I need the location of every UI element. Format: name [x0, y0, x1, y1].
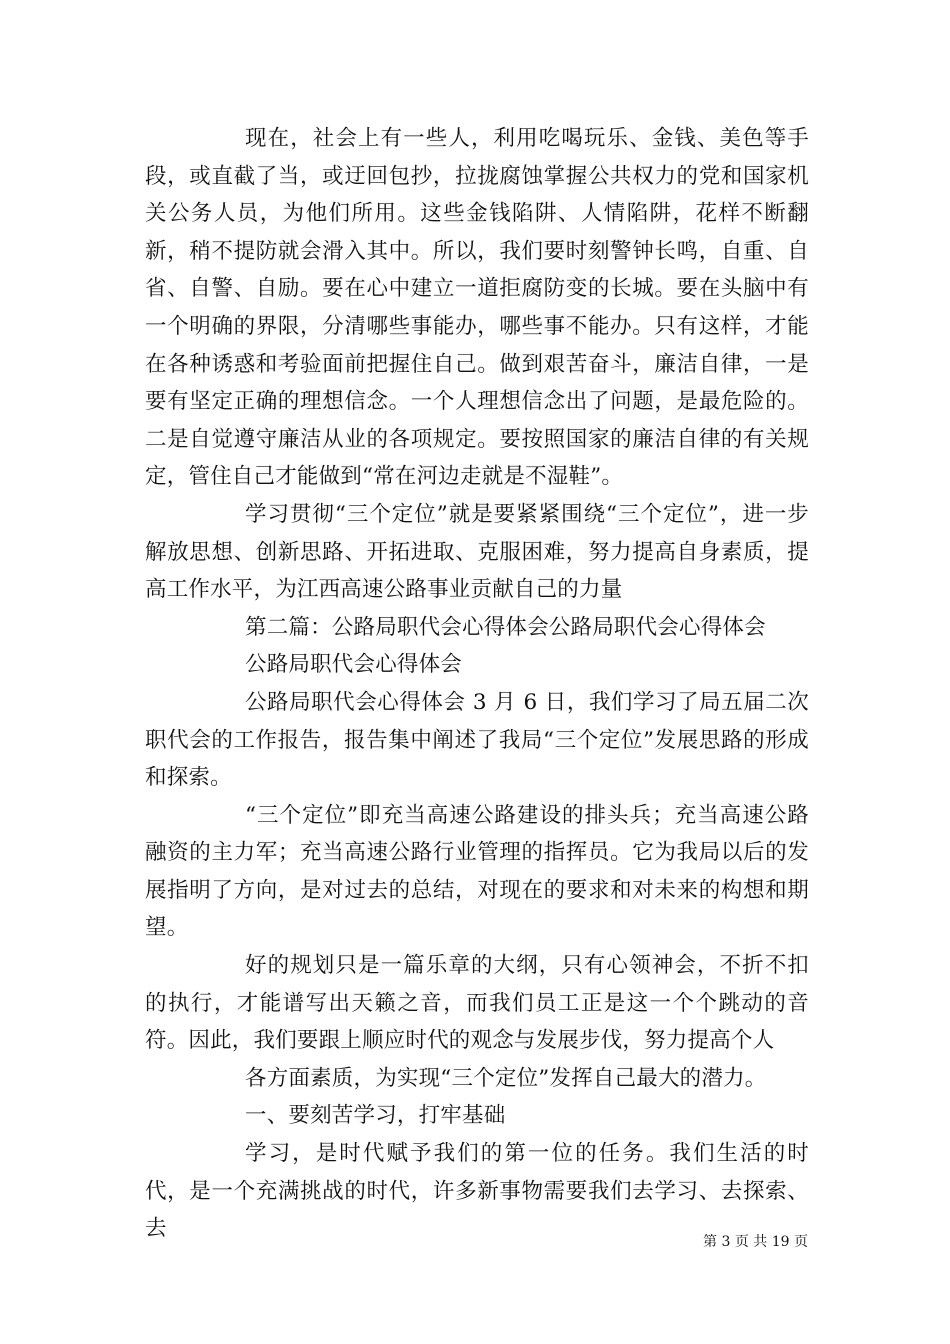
paragraph-meeting-report: 公路局职代会心得体会 3 月 6 日，我们学习了局五届二次职代会的工作报告，报告集中阐述了我局“三个定位”发展思路的形成和探索。 — [145, 689, 809, 791]
paragraph-three-positions: 学习贯彻“三个定位”就是要紧紧围绕“三个定位”，进一步解放思想、创新思路、开拓进取、克服困难，努力提高自身素质，提高工作水平，为江西高速公路事业贡献自己的力量 — [145, 501, 809, 603]
section-heading-part-two: 第二篇：公路局职代会心得体会公路局职代会心得体会 — [245, 614, 766, 640]
page-number-footer: 第 3 页 共 19 页 — [703, 1234, 808, 1250]
article-title: 公路局职代会心得体会 — [245, 652, 463, 678]
paragraph-planning-continued: 各方面素质，为实现“三个定位”发挥自己最大的潜力。 — [245, 1065, 767, 1091]
paragraph-planning: 好的规划只是一篇乐章的大纲，只有心领神会，不折不扣的执行，才能谱写出天籁之音，而我们员工正是这一个个跳动的音符。因此，我们要跟上顺应时代的观念与发展步伐，努力提高个人 — [145, 953, 809, 1054]
paragraph-integrity: 现在，社会上有一些人，利用吃喝玩乐、金钱、美色等手段，或直截了当，或迂回包抄，拉拢腐蚀掌握公共权力的党和国家机关公务人员，为他们所用。这些金钱陷阱、人情陷阱，花样不断翻新，稍不提防就会滑入其中。所以，我们要时刻警钟长鸣，自重、自省、自警、自励。要在心中建立一道拒腐防变的长城。要在头脑中有一个明确的界限，分清哪些事能办，哪些事不能办。只有这样，才能在各种诱惑和考验面前把握住自己。做到艰苦奋斗，廉洁自律，一是要有坚定正确的理想信念。一个人理想信念出了问题，是最危险的。二是自觉遵守廉洁从业的各项规定。要按照国家的廉洁自律的有关规定，管住自己才能做到“常在河边走就是不湿鞋”。 — [145, 126, 809, 490]
paragraph-learning: 学习，是时代赋予我们的第一位的任务。我们生活的时代，是一个充满挑战的时代，许多新事物需要我们去学习、去探索、去 — [145, 1141, 809, 1242]
subheading-study-hard: 一、要刻苦学习，打牢基础 — [245, 1103, 506, 1129]
paragraph-positions-definition: “三个定位”即充当高速公路建设的排头兵；充当高速公路融资的主力军；充当高速公路行业管理的指挥员。它为我局以后的发展指明了方向，是对过去的总结，对现在的要求和对未来的构想和期望。 — [145, 802, 809, 941]
document-body — [145, 120, 809, 1248]
